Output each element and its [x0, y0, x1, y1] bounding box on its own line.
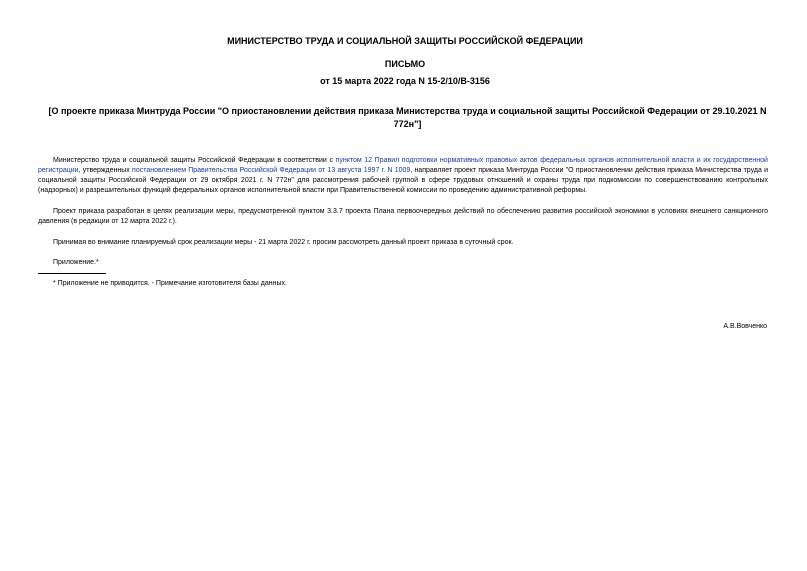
document-subject: [О проекте приказа Минтруда России "О приостановлении действия приказа Министерства труда и социальной защиты Российской Федерации от 29.10.2021 N 772н"] — [48, 106, 767, 129]
attachment-note: Приложение.* — [53, 259, 99, 266]
paragraph-3: Принимая во внимание планируемый срок реализации меры - 21 марта 2022 г. просим рассмотреть данный проект приказа в суточный срок. — [53, 239, 514, 246]
paragraph-1 — [38, 156, 768, 196]
paragraph-1-text-b: , утвержденных — [78, 167, 133, 174]
ministry-title: МИНИСТЕРСТВО ТРУДА И СОЦИАЛЬНОЙ ЗАЩИТЫ РОССИЙСКОЙ ФЕДЕРАЦИИ — [227, 36, 583, 46]
document-type: ПИСЬМО — [384, 59, 426, 69]
link-rules-clause-12[interactable]: пунктом 12 Правил подготовки нормативных правовых актов федеральных органов исполнительной власти и их государственной регистрации — [38, 157, 768, 174]
signature: А.В.Вовченко — [723, 323, 767, 330]
link-government-decree-1009[interactable]: постановлением Правительства Российской Федерации от 13 августа 1997 г. N 1009 — [132, 167, 411, 174]
document-date-number: от 15 марта 2022 года N 15-2/10/В-3156 — [320, 76, 490, 86]
footnote: * Приложение не приводится. - Примечание изготовителя базы данных. — [53, 280, 287, 287]
footnote-divider — [38, 273, 106, 274]
paragraph-2: Проект приказа разработан в целях реализации меры, предусмотренной пунктом 3.3.7 проекта Плана первоочередных действий по обеспечению развития российской экономики в условиях внешнего санкционного давления (в редакции от 12 марта 2022 г.). — [38, 208, 768, 225]
paragraph-1-text-c: , направляет проект приказа Минтруда России "О приостановлении действия приказа Министерства труда и социальной защиты Российской Федерации от 29 октября 2021 г. N 772н" для рассмотрения рабочей группой в сфере трудовых отношений и охраны труда при подкомиссии по совершенствованию контрольных (надзорных) и разрешительных функций федеральных органов исполнительной власти при Правительственной комиссии по проведению административной реформы. — [38, 167, 768, 194]
paragraph-1-text-a: Министерство труда и социальной защиты Российской Федерации в соответствии с — [53, 157, 336, 164]
